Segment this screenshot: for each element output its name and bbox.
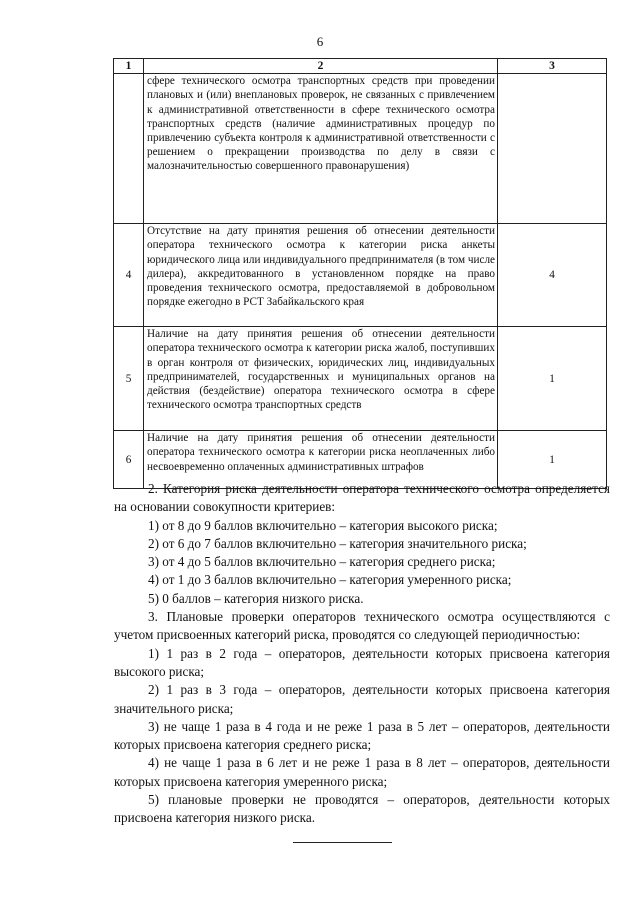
paragraph-risk-category: 2. Категория риска деятельности оператора технического осмотра определяется на основании совокупности критериев:	[114, 481, 610, 515]
column-header-score: 3	[498, 59, 607, 74]
row-criterion: Наличие на дату принятия решения об отнесении деятельности оператора технического осмотра к категории риска неоплаченных либо несвоевременно оплаченных административных штрафов	[144, 431, 498, 489]
row-number	[114, 74, 144, 224]
list-item: 5) 0 баллов – категория низкого риска.	[148, 590, 364, 606]
table-row	[114, 327, 607, 431]
column-header-number: 1	[114, 59, 144, 74]
list-item: 5) плановые проверки не проводятся – операторов, деятельности которых присвоена категория низкого риска.	[114, 792, 610, 826]
table-row	[114, 74, 607, 224]
row-criterion: сфере технического осмотра транспортных средств при проведении плановых и (или) внеплановых проверок, не связанных с привлечением к административной ответственности в сфере технического осмотра транспортных средств (наличие административных процедур по привлечению субъекта контроля к административной ответственности с решением о прекращении производства по делу в связи с малозначительностью совершенного правонарушения)	[144, 74, 498, 224]
row-criterion: Наличие на дату принятия решения об отнесении деятельности оператора технического осмотра к категории риска жалоб, поступивших в орган контроля от физических, юридических лиц, индивидуальных предпринимателей, государственных и муниципальных органов на действия (бездействие) оператора технического осмотра в сфере технического осмотра транспортных средств	[144, 327, 498, 431]
paragraph-inspections: 3. Плановые проверки операторов технического осмотра осуществляются с учетом присвоенных категорий риска, проводятся со следующей периодичностью:	[114, 609, 610, 643]
column-header-criterion: 2	[144, 59, 498, 74]
row-score: 4	[498, 224, 607, 327]
table-row	[114, 224, 607, 327]
row-number: 6	[114, 431, 144, 489]
criteria-table	[113, 58, 607, 489]
list-item: 4) не чаще 1 раза в 6 лет и не реже 1 раза в 8 лет – операторов, деятельности которых присвоена категория умеренного риска;	[114, 755, 610, 789]
list-item: 1) от 8 до 9 баллов включительно – категория высокого риска;	[148, 517, 498, 533]
list-item: 2) от 6 до 7 баллов включительно – категория значительного риска;	[148, 535, 527, 551]
list-item: 3) от 4 до 5 баллов включительно – категория среднего риска;	[148, 554, 496, 570]
row-number: 5	[114, 327, 144, 431]
body-text	[114, 480, 610, 828]
row-score	[498, 74, 607, 224]
table-header-row	[114, 59, 607, 74]
list-item: 3) не чаще 1 раза в 4 года и не реже 1 раза в 5 лет – операторов, деятельности которых присвоена категория среднего риска;	[114, 718, 610, 753]
list-item: 4) от 1 до 3 баллов включительно – категория умеренного риска;	[148, 572, 512, 588]
page-number: 6	[316, 34, 324, 49]
row-criterion: Отсутствие на дату принятия решения об отнесении деятельности оператора технического осмотра к категории риска анкеты юридического лица или индивидуального предпринимателя (в том числе дилера), аккредитованного в установленном порядке на право проведения технического осмотра, предоставляемой в добровольном порядке ежегодно в РСТ Забайкальского края	[144, 224, 498, 327]
row-score: 1	[498, 431, 607, 489]
list-item: 1) 1 раз в 2 года – операторов, деятельности которых присвоена категория высокого риска;	[114, 645, 610, 679]
list-item: 2) 1 раз в 3 года – операторов, деятельности которых присвоена категория значительного риска;	[114, 682, 610, 716]
footer-divider	[293, 842, 392, 843]
row-number: 4	[114, 224, 144, 327]
row-score: 1	[498, 327, 607, 431]
